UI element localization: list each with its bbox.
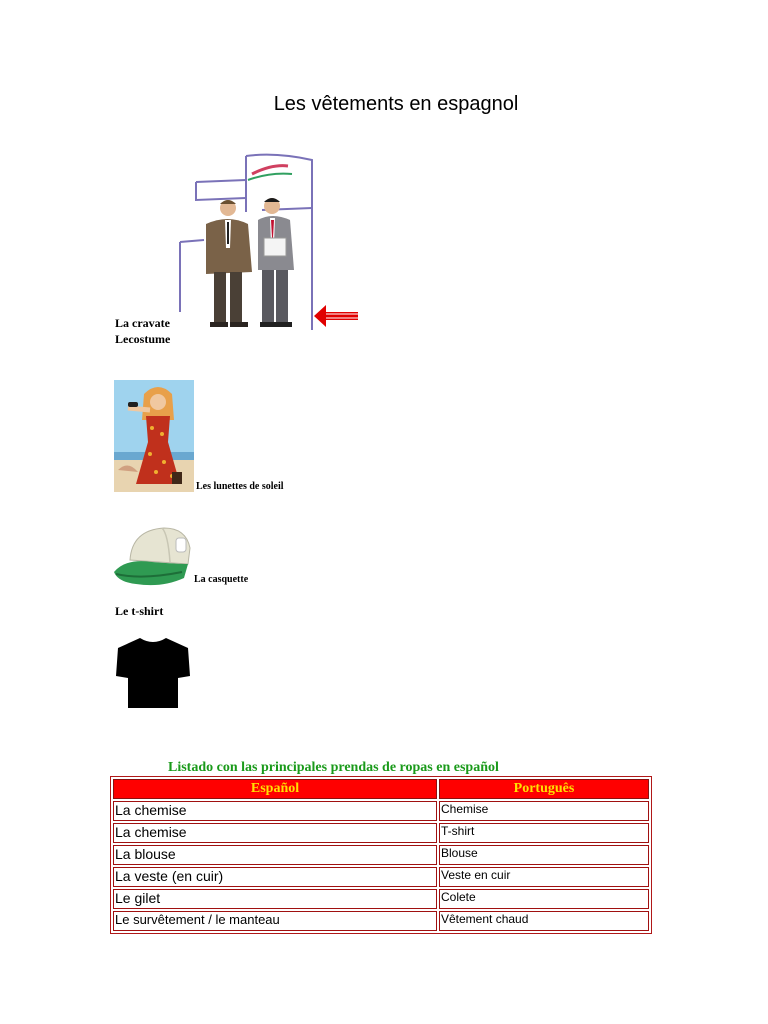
cell-portugues: Vêtement chaud	[439, 911, 649, 931]
cell-espanol: Le gilet	[113, 889, 437, 909]
table-row	[113, 889, 649, 909]
table-row	[113, 845, 649, 865]
cell-espanol: La chemise	[113, 801, 437, 821]
tshirt-illustration	[114, 634, 192, 710]
cell-portugues: Chemise	[439, 801, 649, 821]
table-row	[113, 911, 649, 931]
table-row	[113, 801, 649, 821]
caption-costume: Lecostume	[115, 332, 171, 346]
woman-sunglasses-illustration	[114, 380, 194, 492]
businessmen-illustration	[176, 152, 316, 330]
caption-casquette: La casquette	[194, 574, 249, 585]
cell-portugues: Veste en cuir	[439, 867, 649, 887]
header-portugues: Português	[439, 779, 649, 799]
red-arrow-icon	[312, 303, 360, 329]
caption-tshirt: Le t-shirt	[115, 604, 164, 618]
cell-portugues: Blouse	[439, 845, 649, 865]
header-espanol: Español	[113, 779, 437, 799]
cell-espanol: La veste (en cuir)	[113, 867, 437, 887]
cap-illustration	[112, 524, 194, 588]
cell-espanol: Le survêtement / le manteau	[113, 911, 437, 931]
cell-portugues: T-shirt	[439, 823, 649, 843]
cell-portugues: Colete	[439, 889, 649, 909]
list-heading: Listado con las principales prendas de ropas en español	[168, 760, 499, 775]
table-row	[113, 823, 649, 843]
cell-espanol: La blouse	[113, 845, 437, 865]
table-header-row	[113, 779, 649, 799]
caption-lunettes: Les lunettes de soleil	[196, 481, 284, 492]
table-row	[113, 867, 649, 887]
page-title: Les vêtements en espagnol	[273, 93, 519, 115]
caption-cravate: La cravate	[115, 316, 170, 330]
clothes-table	[110, 776, 652, 934]
cell-espanol: La chemise	[113, 823, 437, 843]
